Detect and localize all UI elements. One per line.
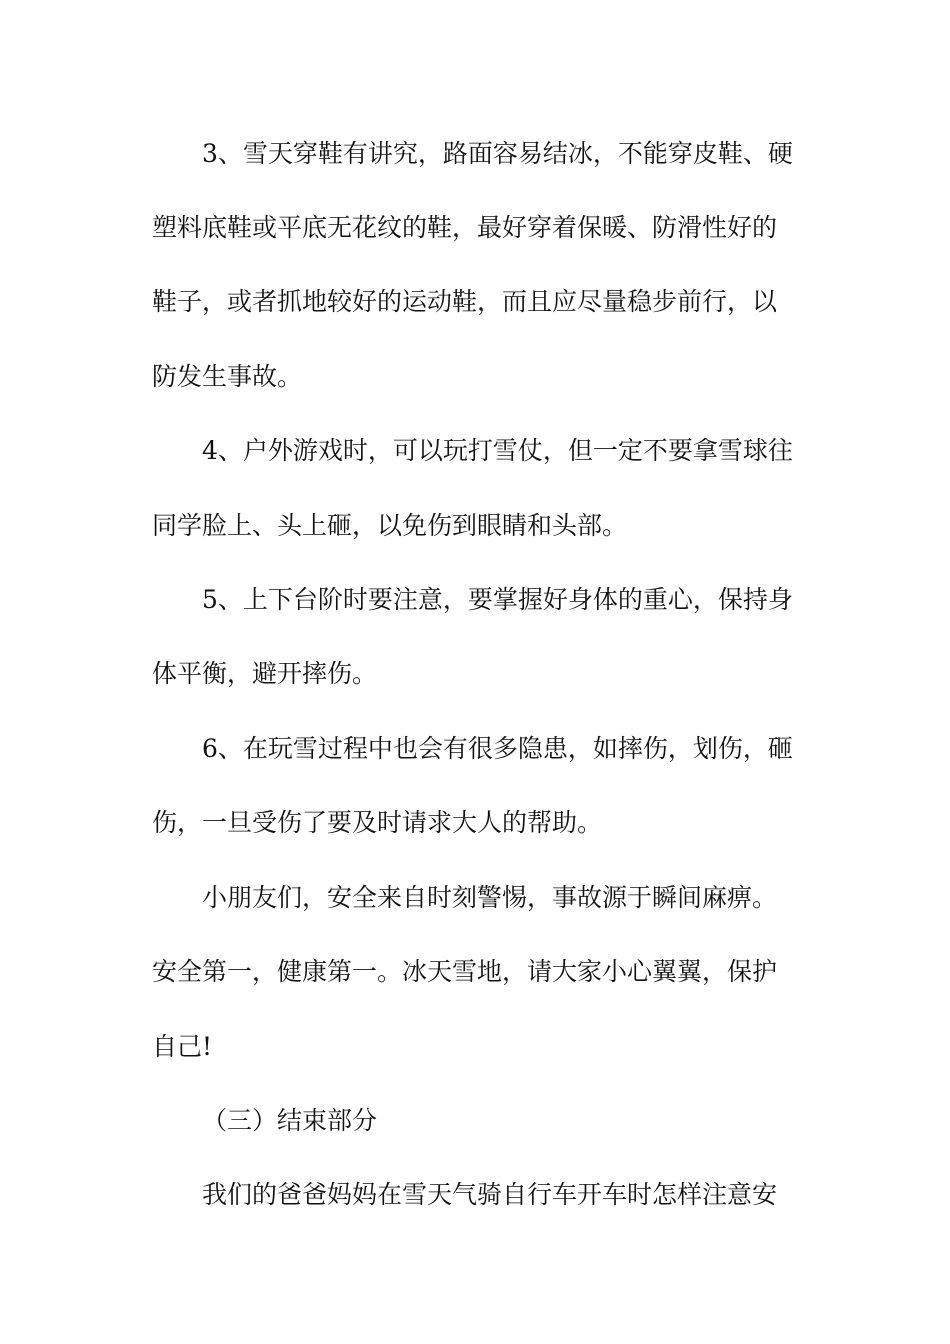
paragraph-3-line-2: 塑料底鞋或平底无花纹的鞋，最好穿着保暖、防滑性好的 — [152, 213, 778, 242]
paragraph-5-line-2: 体平衡，避开摔伤。 — [152, 659, 378, 688]
paragraph-6-line-2: 伤，一旦受伤了要及时请求大人的帮助。 — [152, 808, 603, 837]
section-heading: （三）结束部分 — [202, 1106, 378, 1135]
paragraph-3-line-4: 防发生事故。 — [152, 362, 303, 391]
paragraph-3-line-3: 鞋子，或者抓地较好的运动鞋，而且应尽量稳步前行，以 — [152, 287, 778, 316]
closing-line-1: 小朋友们，安全来自时刻警惕，事故源于瞬间麻痹。 — [202, 883, 778, 912]
final-paragraph-line-1: 我们的爸爸妈妈在雪天气骑自行车开车时怎样注意安 — [202, 1180, 778, 1209]
paragraph-4-line-2: 同学脸上、头上砸，以免伤到眼睛和头部。 — [152, 511, 628, 540]
closing-line-3: 自己! — [152, 1032, 213, 1061]
closing-line-2: 安全第一，健康第一。冰天雪地，请大家小心翼翼，保护 — [152, 957, 778, 986]
paragraph-5-line-1: 5、上下台阶时要注意，要掌握好身体的重心，保持身 — [202, 585, 793, 614]
paragraph-4-line-1: 4、户外游戏时，可以玩打雪仗，但一定不要拿雪球往 — [202, 436, 793, 465]
paragraph-6-line-1: 6、在玩雪过程中也会有很多隐患，如摔伤，划伤，砸 — [202, 734, 793, 763]
paragraph-3-line-1: 3、雪天穿鞋有讲究，路面容易结冰，不能穿皮鞋、硬 — [202, 139, 793, 168]
